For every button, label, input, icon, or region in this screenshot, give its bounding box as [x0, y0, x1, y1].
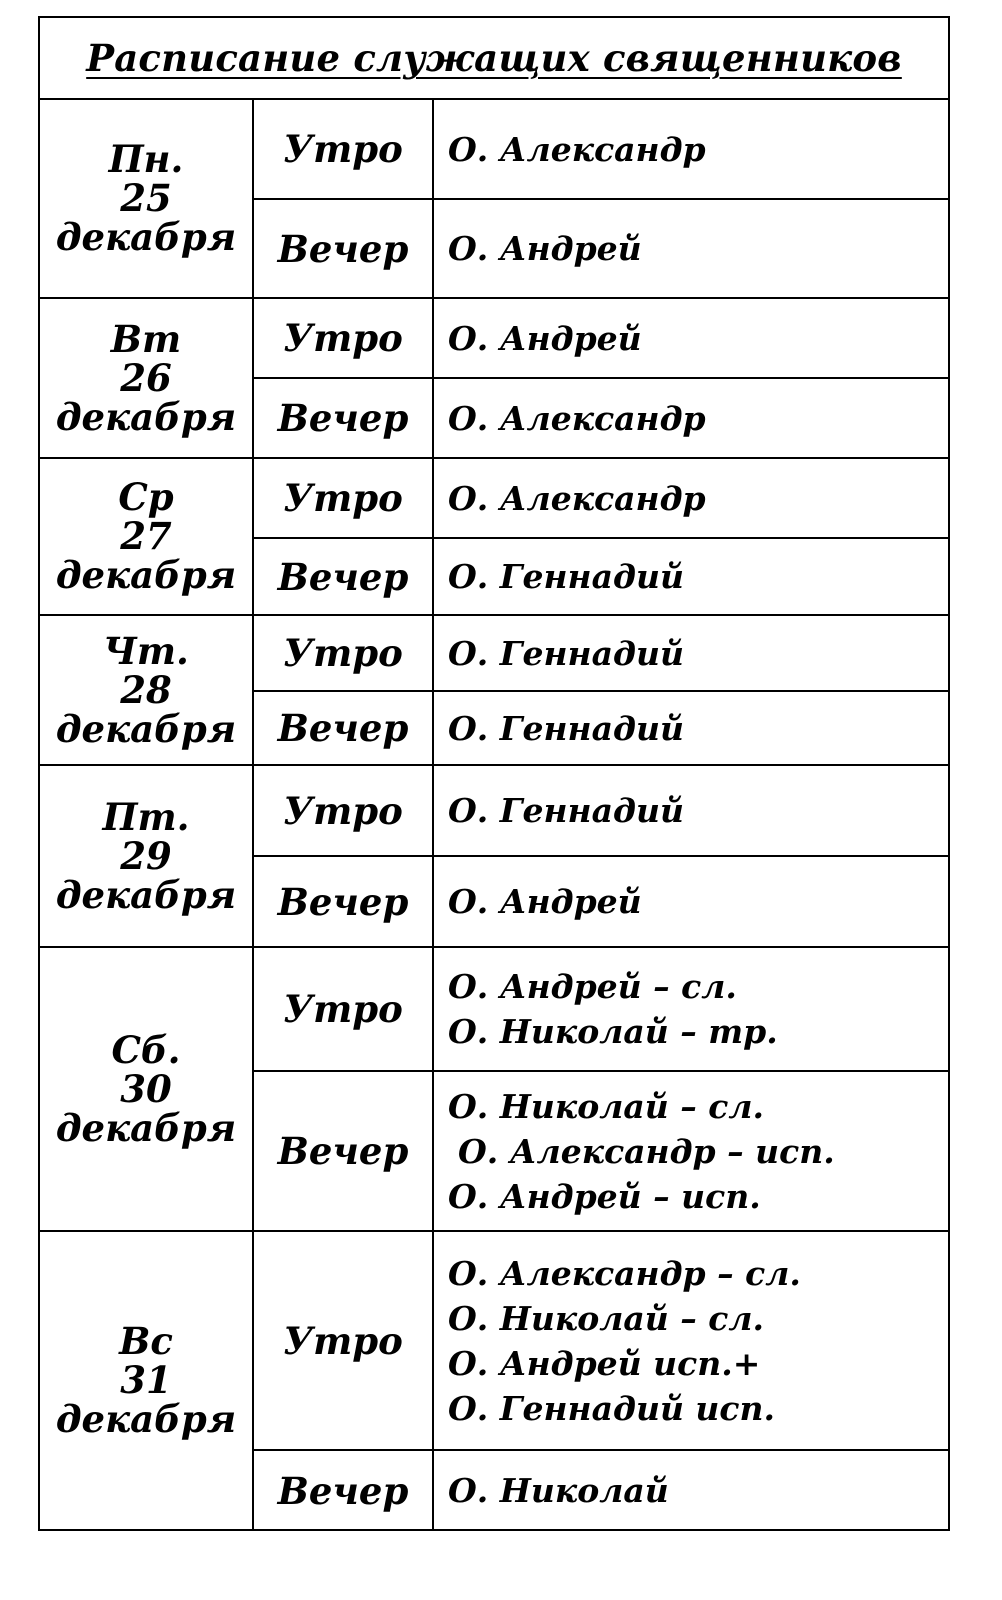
evening-cell [253, 199, 433, 298]
month-label: декабря [55, 1105, 237, 1150]
date-number: 31 [120, 1358, 172, 1402]
morning-cell [253, 1231, 433, 1450]
priest-name: О. Андрей – сл. [448, 967, 737, 1006]
evening-cell [253, 1071, 433, 1231]
weekday-label: Пн. [108, 137, 184, 181]
priest-cell [433, 378, 948, 458]
priest-name: О. Александр [448, 478, 706, 518]
evening-label: Вечер [277, 706, 409, 750]
morning-cell [253, 765, 433, 856]
evening-label: Вечер [277, 396, 409, 440]
month-label: декабря [55, 706, 237, 751]
morning-cell [253, 947, 433, 1071]
month-label: декабря [55, 394, 237, 439]
priest-name: О. Андрей [448, 882, 642, 921]
priest-cell [433, 458, 948, 538]
priest-name: О. Александр – исп. [458, 1131, 835, 1171]
day-cell-25 [40, 100, 253, 298]
priest-name: О. Андрей – исп. [448, 1176, 761, 1216]
evening-cell [253, 1450, 433, 1530]
priest-name: О. Николай – тр. [448, 1012, 778, 1051]
priest-name: О. Геннадий [448, 708, 684, 748]
morning-cell [253, 458, 433, 538]
table-row [40, 947, 948, 1071]
priest-cell [433, 691, 948, 765]
evening-cell [253, 378, 433, 458]
evening-label: Вечер [277, 879, 409, 924]
priest-name: О. Александр – сл. [448, 1253, 801, 1293]
table-row [40, 1231, 948, 1450]
date-number: 29 [120, 833, 172, 878]
table-row [40, 765, 948, 856]
month-label: декабря [55, 553, 237, 597]
morning-label: Утро [283, 316, 403, 360]
evening-label: Вечер [277, 226, 409, 271]
priest-cell [433, 947, 948, 1071]
morning-label: Утро [283, 476, 403, 520]
priest-name: О. Геннадий исп. [448, 1388, 775, 1428]
priest-cell [433, 298, 948, 378]
evening-label: Вечер [277, 1468, 409, 1513]
day-cell-28 [40, 615, 253, 765]
table-row [40, 615, 948, 691]
priest-cell [433, 615, 948, 691]
weekday-label: Вт [110, 316, 182, 361]
priest-cell [433, 1231, 948, 1450]
morning-label: Утро [283, 1318, 403, 1363]
priest-cell [433, 199, 948, 298]
month-label: декабря [55, 215, 237, 259]
date-number: 30 [120, 1066, 172, 1111]
priest-name: О. Николай – сл. [448, 1298, 764, 1338]
schedule-table [40, 100, 948, 1531]
evening-label: Вечер [277, 554, 409, 599]
morning-label: Утро [283, 788, 403, 833]
morning-label: Утро [283, 987, 403, 1031]
priest-cell [433, 856, 948, 947]
weekday-label: Пт. [102, 794, 190, 839]
morning-label: Утро [283, 127, 403, 171]
date-number: 28 [120, 667, 172, 712]
priest-cell [433, 538, 948, 615]
priest-name: О. Николай [448, 1471, 669, 1510]
table-row [40, 100, 948, 199]
month-label: декабря [55, 1397, 237, 1441]
priest-name: О. Андрей [448, 318, 642, 358]
priest-cell [433, 100, 948, 199]
morning-cell [253, 100, 433, 199]
evening-cell [253, 691, 433, 765]
title-row [40, 18, 948, 100]
priest-name: О. Александр [448, 129, 706, 169]
day-cell-31 [40, 1231, 253, 1530]
weekday-label: Чт. [103, 628, 189, 673]
evening-label: Вечер [277, 1129, 409, 1173]
day-cell-29 [40, 765, 253, 947]
priest-cell [433, 765, 948, 856]
date-number: 25 [120, 176, 172, 220]
table-row [40, 298, 948, 378]
priest-cell [433, 1450, 948, 1530]
date-number: 26 [120, 355, 172, 400]
day-cell-27 [40, 458, 253, 615]
morning-label: Утро [283, 631, 403, 675]
weekday-label: Вс [119, 1319, 173, 1363]
priest-cell [433, 1071, 948, 1231]
weekday-label: Сб. [111, 1027, 181, 1072]
month-label: декабря [55, 872, 237, 917]
priest-name: О. Николай – сл. [448, 1086, 764, 1126]
morning-cell [253, 615, 433, 691]
day-cell-30 [40, 947, 253, 1231]
priest-name: О. Геннадий [448, 791, 684, 830]
schedule-sheet [38, 16, 950, 1531]
evening-cell [253, 538, 433, 615]
priest-name: О. Александр [448, 398, 706, 438]
page-title: Расписание служащих священников [86, 36, 902, 80]
priest-name: О. Андрей исп.+ [448, 1343, 761, 1383]
day-cell-26 [40, 298, 253, 458]
morning-cell [253, 298, 433, 378]
priest-name: О. Андрей [448, 229, 642, 268]
date-number: 27 [120, 514, 172, 558]
evening-cell [253, 856, 433, 947]
priest-name: О. Геннадий [448, 633, 684, 673]
weekday-label: Ср [118, 475, 174, 519]
priest-name: О. Геннадий [448, 557, 684, 596]
table-row [40, 458, 948, 538]
